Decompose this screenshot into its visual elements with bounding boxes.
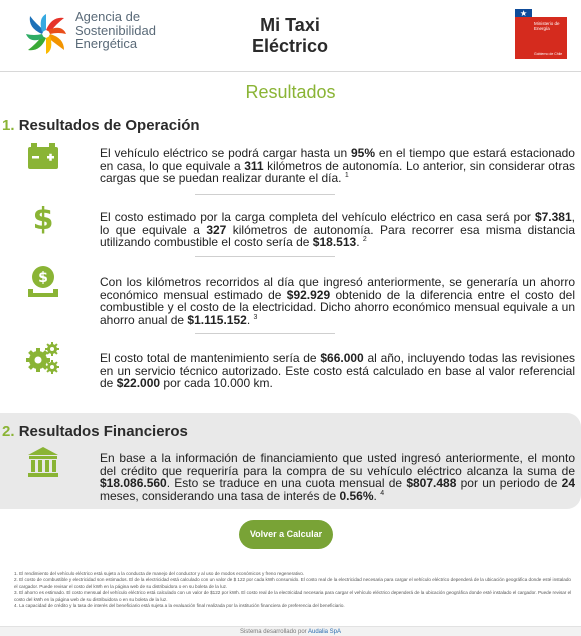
operation-item-charge: El vehículo eléctrico se podrá cargar hasta un 95% en el tiempo que estará estacionado en casa, lo que equivale a 311 kilómetros de autonomía. Lo anterior, sin considerar otras cargas que se puedan realizar durante el día. $^1$ <box>100 146 575 186</box>
footnote-ref-2: 2 <box>362 236 367 244</box>
savings-icon <box>25 263 61 299</box>
agency-name-line3: Energética <box>75 36 138 51</box>
footnote-item: 1. El rendimiento del vehículo eléctrico está sujeto a la conducta de manejo del conductor y al uso de modos económicos y freno regenerativo. <box>14 571 305 576</box>
financial-heading-label: Resultados Financieros <box>18 423 188 440</box>
operation-item-cost: El costo estimado por la carga completa del vehículo eléctrico en casa será por $7.381, lo que equivale a 327 kilómetros de autonomía. Para recorrer esa misma distancia utilizando combustible el costo sería de $18.513. $^2$ <box>100 210 575 250</box>
dollar-icon <box>25 199 61 235</box>
agency-logo-icon[interactable] <box>22 10 70 58</box>
footnote-ref-3: 3 <box>253 313 258 321</box>
financial-heading <box>2 423 188 440</box>
operation-item-savings: Con los kilómetros recorridos al día que ingresó anteriormente, se generaría un ahorro económico mensual estimado de $92.929 obtenido de la diferencia entre el costo del combustible y el costo de la electricidad. Dicho ahorro económico mensual equivale a un ahorro anual de $1.115.152. $^3$ <box>100 275 576 327</box>
page-title: Resultados <box>245 82 336 102</box>
ministry-logo-icon <box>515 9 567 59</box>
divider <box>195 194 335 195</box>
agency-name-line2: Sostenibilidad <box>75 22 156 38</box>
recalculate-button[interactable]: Volver a Calcular <box>239 520 333 549</box>
svg-text:$: $ <box>32 202 54 235</box>
agency-name-line1: Agencia de <box>75 9 141 24</box>
battery-icon <box>25 139 61 175</box>
footnote-ref-4: 4 <box>380 489 385 497</box>
financial-heading-number: 2. <box>2 423 15 440</box>
operation-heading-number: 1. <box>2 117 15 134</box>
ministry-text-line2: Energía <box>534 26 550 31</box>
footer-text: Sistema desarrollado por <box>239 629 308 635</box>
agency-name <box>75 10 156 51</box>
ministry-text-line1: Ministerio de <box>534 21 560 26</box>
footnote-item: 3. El ahorro es estimado. El costo mensual del vehículo eléctrico está calculado con un valor de $122 por kWh. El costo real de la electricidad necesaria para cargar el vehículo eléctrico dependerá de la ubicación geográfica donde esté instalado el cargador. Puede revisar el costo del kWh en la página web de su distribuidora o en su boleta de la luz. <box>14 590 572 602</box>
header <box>0 0 581 72</box>
divider <box>195 333 335 334</box>
divider <box>195 256 335 257</box>
footnotes <box>14 571 574 609</box>
app-title <box>230 15 350 57</box>
operation-heading-label: Resultados de Operación <box>18 117 200 134</box>
gears-icon <box>25 340 61 376</box>
footnote-ref-1: 1 <box>344 172 349 180</box>
app-title-line2: Eléctrico <box>251 36 329 56</box>
ministry-text-line3: Gobierno de Chile <box>534 52 563 56</box>
developer-link[interactable]: Audalia SpA <box>308 629 342 635</box>
footnote-item: 2. El costo de combustible y electricidad son estimados. El de la electricidad está calculado con un valor de $ 122 por cada kWh consumido. El costo real de la electricidad necesaria para cargar el vehículo eléctrico dependerá de la ubicación geográfica donde esté instalado el cargador. Puede revisar el costo del kWh en la página web de su distribuidora o en su boleta de la luz. <box>14 577 571 589</box>
operation-heading <box>2 117 200 134</box>
financial-summary: En base a la información de financiamiento que usted ingresó anteriormente, el monto del crédito que requeriría para la compra de su vehículo eléctrico alcanza la suma de $18.086.560. Esto se traduce en una cuota mensual de $807.488 por un periodo de 24 meses, considerando una tasa de interés de 0.56%. $^4$ <box>100 451 575 503</box>
operation-item-maintenance: El costo total de mantenimiento sería de $66.000 al año, incluyendo todas las revisiones en un servicio técnico autorizado. Este costo está calculado en base al valor referencial de $22.000 por cada 10.000 km. <box>100 351 576 391</box>
svg-text:$: $ <box>38 270 48 286</box>
footer <box>0 626 581 636</box>
bank-icon <box>25 444 61 480</box>
app-title-line1: Mi Taxi <box>260 15 320 35</box>
footnote-item: 4. La capacidad de crédito y la tasa de interés del beneficiario está sujeta a la evaluación final realizada por la institución financiera de preferencia del beneficiario. <box>14 603 345 609</box>
